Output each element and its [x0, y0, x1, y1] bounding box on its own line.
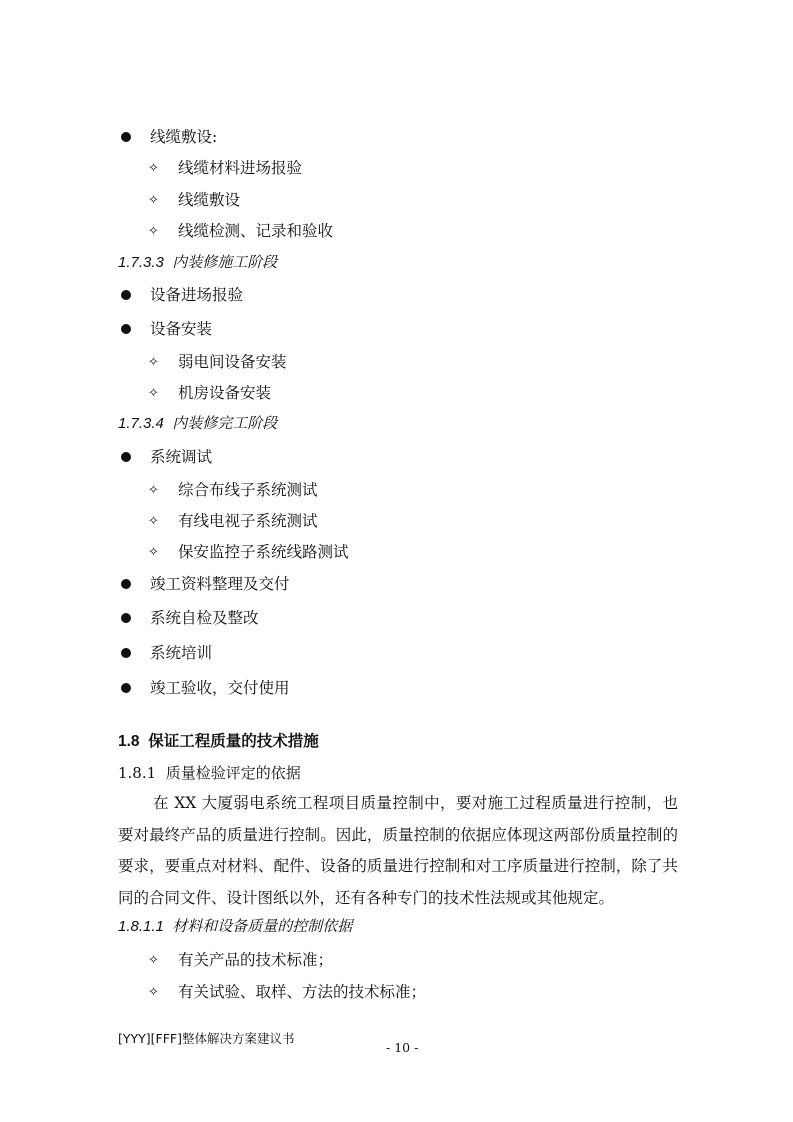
bullet-text: 设备安装: [150, 320, 213, 338]
bullet-text: 竣工资料整理及交付: [150, 575, 290, 593]
bullet-text: 系统自检及整改: [150, 609, 259, 627]
diamond-star-icon: ✧: [148, 355, 159, 370]
section-heading-1-8-1: [118, 763, 301, 783]
heading-title: 内装修完工阶段: [172, 415, 278, 432]
bullet-dot-icon: [121, 613, 131, 623]
sub-text: 机房设备安装: [178, 384, 272, 402]
section-heading-1-7-3-3: [118, 253, 277, 273]
bullet-dot-icon: [121, 452, 131, 462]
heading-title: 内装修施工阶段: [172, 254, 278, 271]
sub-text: 保安监控子系统线路测试: [178, 543, 349, 561]
bullet-text: 系统调试: [150, 448, 213, 466]
diamond-star-icon: ✧: [148, 386, 159, 401]
heading-title: 质量检验评定的依据: [165, 764, 301, 782]
heading-number: 1.8: [118, 733, 140, 750]
body-paragraph: 在 XX 大厦弱电系统工程项目质量控制中，要对施工过程质量进行控制，也要对最终产品的质量进行控制。因此，质量控制的依据应体现这两部份质量控制的要求，要重点对材料、配件、设备的质量进行控制和对工序质量进行控制，除了共同的合同文件、设计图纸以外，还有各种专门的技术性法规或其他规定。: [118, 794, 678, 907]
diamond-star-icon: ✧: [148, 953, 159, 968]
bullet-dot-icon: [121, 683, 131, 693]
sub-text: 综合布线子系统测试: [178, 481, 318, 499]
section-heading-1-7-3-4: [118, 414, 277, 434]
heading-title: 保证工程质量的技术措施: [148, 733, 319, 750]
sub-text: 有关产品的技术标准；: [178, 951, 334, 969]
bullet-text: 竣工验收，交付使用: [150, 679, 290, 697]
bullet-dot-icon: [121, 579, 131, 589]
sub-text: 有关试验、取样、方法的技术标准；: [178, 983, 427, 1001]
sub-text: 线缆检测、记录和验收: [178, 222, 334, 240]
bullet-dot-icon: [121, 132, 131, 142]
diamond-star-icon: ✧: [148, 545, 159, 560]
sub-text: 线缆材料进场报验: [178, 159, 303, 177]
diamond-star-icon: ✧: [148, 985, 159, 1000]
sub-text: 弱电间设备安装: [178, 353, 287, 371]
heading-number: 1.8.1: [118, 764, 157, 782]
bullet-text: 线缆敷设:: [150, 128, 218, 146]
sub-text: 有线电视子系统测试: [178, 512, 318, 530]
bullet-text: 设备进场报验: [150, 286, 244, 304]
bullet-dot-icon: [121, 290, 131, 300]
diamond-star-icon: ✧: [148, 193, 159, 208]
diamond-star-icon: ✧: [148, 224, 159, 239]
diamond-star-icon: ✧: [148, 514, 159, 529]
section-heading-1-8-1-1: [118, 917, 352, 937]
bullet-text: 系统培训: [150, 644, 213, 662]
bullet-dot-icon: [121, 648, 131, 658]
heading-number: 1.8.1.1: [118, 918, 164, 935]
sub-text: 线缆敷设: [178, 191, 241, 209]
footer-document-title: [YYY][FFF]整体解决方案建议书: [118, 1031, 295, 1046]
bullet-dot-icon: [121, 324, 131, 334]
heading-number: 1.7.3.4: [118, 415, 164, 432]
diamond-star-icon: ✧: [148, 161, 159, 176]
heading-number: 1.7.3.3: [118, 254, 164, 271]
heading-title: 材料和设备质量的控制依据: [172, 918, 353, 935]
section-heading-1-8: [118, 732, 319, 752]
page-number: - 10 -: [386, 1040, 419, 1055]
diamond-star-icon: ✧: [148, 483, 159, 498]
